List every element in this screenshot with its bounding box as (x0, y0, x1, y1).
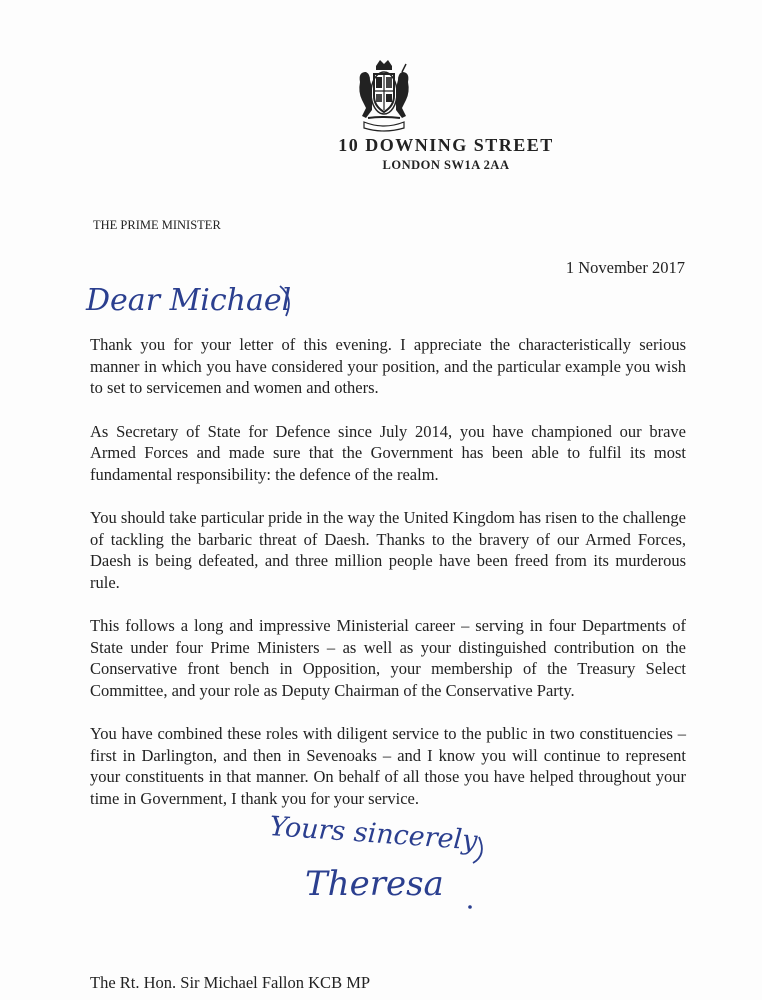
royal-coat-of-arms-icon (354, 58, 414, 132)
salutation-text: Dear Michael (86, 283, 292, 318)
letter-body (90, 334, 686, 831)
body-paragraph: Thank you for your letter of this evening. I appreciate the characteristically serious manner in which you have considered your position, and the particular example you wish to set to servicemen and women and others. (90, 335, 686, 397)
letter-date: 1 November 2017 (565, 258, 685, 277)
recipient-name: The Rt. Hon. Sir Michael Fallon KCB MP (90, 973, 371, 992)
body-paragraph: You should take particular pride in the way the United Kingdom has risen to the challenge of tackling the barbaric threat of Daesh. Thanks to the bravery of our Armed Forces, Daesh is being defeated, and three million people have been freed from its murderous rule. (90, 508, 686, 592)
signature-text: Theresa (305, 864, 444, 904)
handwritten-salutation (80, 276, 320, 326)
body-paragraph: You have combined these roles with diligent service to the public in two constituencies – first in Darlington, and then in Sevenoaks – and I know you will continue to represent your constituents in that manner. On behalf of all those you have helped throughout your time in Government, I thank you for your service. (90, 724, 686, 808)
sender-title: THE PRIME MINISTER (93, 218, 221, 232)
letterhead-address-street: 10 DOWNING STREET (338, 135, 554, 155)
body-paragraph: As Secretary of State for Defence since July 2014, you have championed our brave Armed Forces and made sure that the Government has been able to fulfil its most fundamental responsibility: the defence of the realm. (90, 421, 686, 484)
letterhead-address-city: LONDON SW1A 2AA (382, 158, 510, 172)
handwritten-closing-signature (265, 795, 505, 925)
closing-text: Yours sincerely (268, 811, 479, 857)
body-paragraph: This follows a long and impressive Ministerial career – serving in four Departments of State under four Prime Ministers – as well as your distinguished contribution on the Conservative front bench in Opposition, your membership of the Treasury Select Committee, and your role as Deputy Chairman of the Conservative Party. (90, 616, 686, 700)
